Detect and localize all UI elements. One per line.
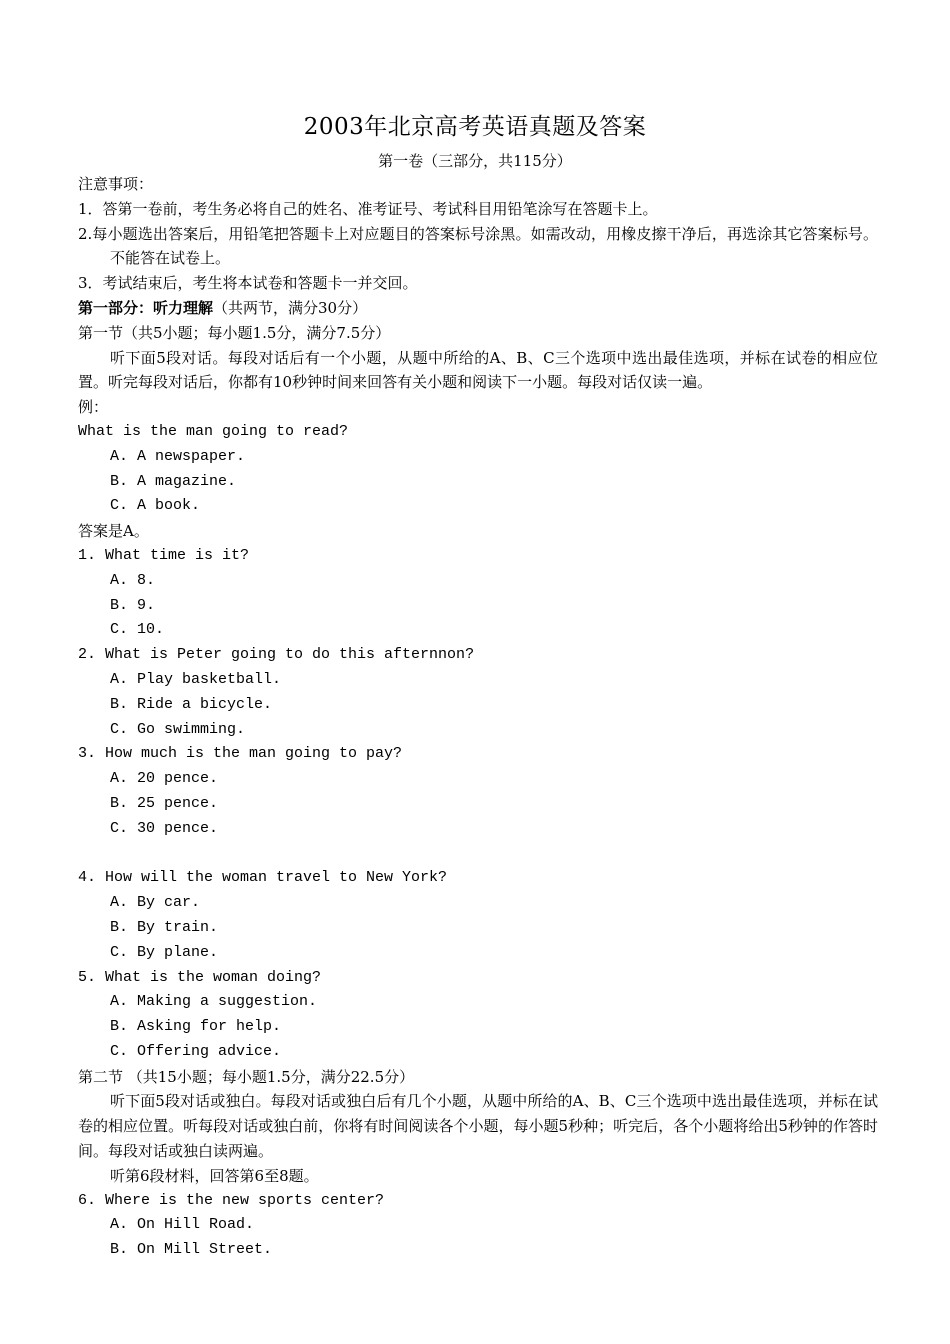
- question-6-option: A. On Hill Road.: [110, 1216, 255, 1234]
- section2-heading: 第二节 （共15小题；每小题1.5分，满分22.5分）: [78, 1067, 415, 1086]
- question-5-option: C. Offering advice.: [110, 1042, 282, 1060]
- example-option: B. A magazine.: [110, 472, 237, 490]
- question-4-option: A. By car.: [110, 894, 201, 912]
- page-title: 2003年北京高考英语真题及答案: [303, 114, 647, 140]
- question-4: 4. How will the woman travel to New York?: [78, 869, 448, 887]
- part1-heading-bold: 第一部分：听力理解: [78, 298, 214, 317]
- note-item-2: 2.每小题选出答案后，用铅笔把答题卡上对应题目的答案标号涂黑。如需改动，用橡皮擦干净后，再选涂其它答案标号。不能答在试卷上。: [78, 224, 878, 268]
- section1-instructions: 听下面5段对话。每段对话后有一个小题，从题中所给的A、B、C三个选项中选出最佳选项，并标在试卷的相应位置。听完每段对话后，你都有10秒钟时间来回答有关小题和阅读下一小题。每段对话仅读一遍。: [78, 348, 878, 392]
- example-option: A. A newspaper.: [110, 447, 246, 465]
- question-1-option: A. 8.: [110, 571, 156, 589]
- question-3: 3. How much is the man going to pay?: [78, 745, 403, 763]
- question-4-option: B. By train.: [110, 918, 219, 936]
- question-6-option: B. On Mill Street.: [110, 1241, 273, 1259]
- example-option: C. A book.: [110, 497, 201, 515]
- material-note: 听第6段材料，回答第6至8题。: [110, 1166, 319, 1185]
- question-3-option: A. 20 pence.: [110, 770, 219, 788]
- example-question: What is the man going to read?: [78, 422, 349, 440]
- question-5-option: B. Asking for help.: [110, 1018, 282, 1036]
- part1-heading-rest: （共两节，满分30分）: [213, 298, 368, 317]
- question-5-option: A. Making a suggestion.: [110, 993, 318, 1011]
- blank-line: [78, 842, 878, 867]
- volume-subtitle: 第一卷（三部分，共115分）: [378, 152, 572, 170]
- section1-heading: 第一节（共5小题；每小题1.5分，满分7.5分）: [78, 323, 391, 342]
- question-1-option: C. 10.: [110, 621, 165, 639]
- section2-instructions: 听下面5段对话或独白。每段对话或独白后有几个小题，从题中所给的A、B、C三个选项中选出最佳选项，并标在试卷的相应位置。听每段对话或独白前，你将有时间阅读各个小题，每小题5秒种；听完后，各个小题将给出5秒钟的作答时间。每段对话或独白读两遍。: [78, 1092, 878, 1161]
- exam-body: [78, 172, 878, 1263]
- note-item-1: 1．答第一卷前，考生务必将自己的姓名、准考证号、考试科目用铅笔涂写在答题卡上。: [78, 199, 658, 218]
- question-3-option: C. 30 pence.: [110, 819, 219, 837]
- question-4-option: C. By plane.: [110, 943, 219, 961]
- example-answer: 答案是A。: [78, 522, 149, 541]
- question-6: 6. Where is the new sports center?: [78, 1191, 385, 1209]
- notes-heading: 注意事项：: [78, 175, 154, 193]
- example-label: 例：: [78, 398, 109, 417]
- part1-heading: [78, 296, 878, 321]
- note-item-3: 3．考试结束后，考生将本试卷和答题卡一并交回。: [78, 274, 418, 293]
- question-3-option: B. 25 pence.: [110, 794, 219, 812]
- question-1-option: B. 9.: [110, 596, 156, 614]
- question-2-option: B. Ride a bicycle.: [110, 695, 273, 713]
- question-2: 2. What is Peter going to do this afternnon?: [78, 646, 475, 664]
- question-2-option: C. Go swimming.: [110, 720, 246, 738]
- question-2-option: A. Play basketball.: [110, 670, 282, 688]
- question-5: 5. What is the woman doing?: [78, 968, 322, 986]
- question-1: 1. What time is it?: [78, 546, 250, 564]
